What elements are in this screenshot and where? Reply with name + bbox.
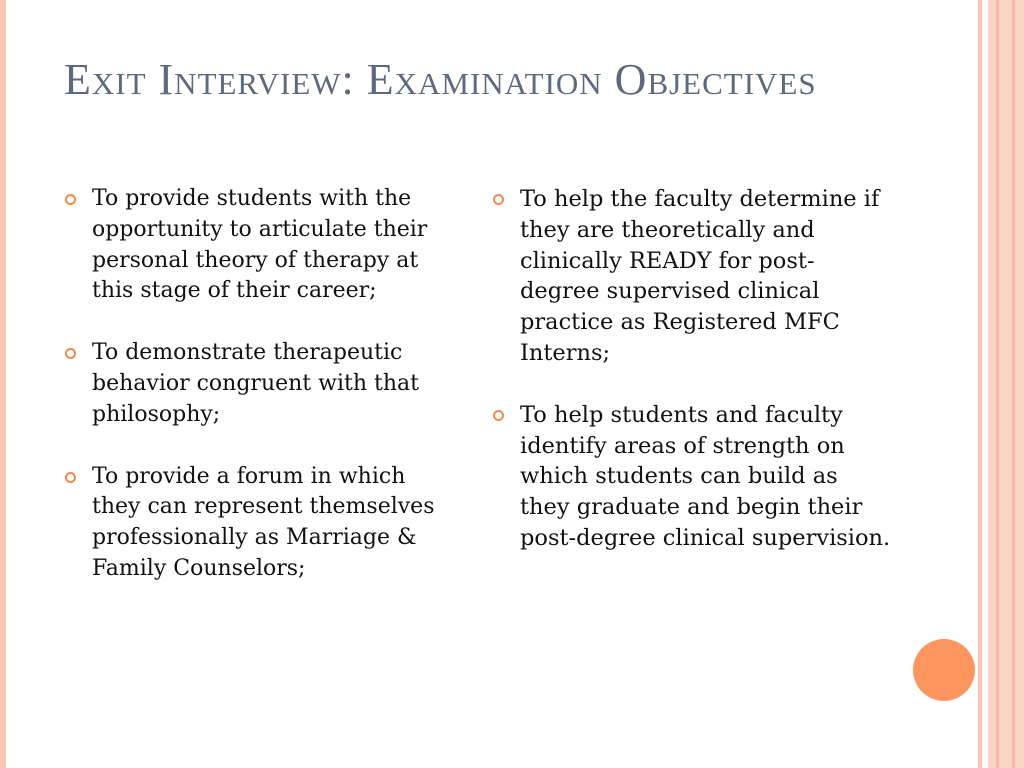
circle-bullet-icon xyxy=(65,194,76,205)
decorative-circle-icon xyxy=(913,639,975,701)
right-border-band xyxy=(988,0,1024,768)
right-border-line xyxy=(996,0,999,768)
right-border-line xyxy=(1012,0,1015,768)
list-item xyxy=(492,184,892,369)
bullet-text: To help the faculty determine if they are theoretically and clinically READY for post-degree supervised clinical practice as Registered MFC Interns; xyxy=(520,186,880,366)
list-item xyxy=(492,400,892,554)
bullet-text: To demonstrate therapeutic behavior congruent with that philosophy; xyxy=(92,340,419,427)
list-item xyxy=(64,338,444,430)
left-bullet-list xyxy=(64,184,444,616)
circle-bullet-icon xyxy=(493,194,504,205)
slide-title: Exit Interview: Examination Objectives xyxy=(64,55,817,104)
right-border-stripe-inner xyxy=(978,0,982,768)
list-item xyxy=(64,462,444,585)
left-border-stripe xyxy=(0,0,6,768)
bullet-text: To help students and faculty identify areas of strength on which students can build as they graduate and begin their post-degree clinical supervision. xyxy=(520,401,891,551)
list-item xyxy=(64,184,444,307)
circle-bullet-icon xyxy=(65,472,76,483)
right-bullet-list xyxy=(492,184,892,585)
bullet-text: To provide students with the opportunity to articulate their personal theory of therapy at this stage of their career; xyxy=(92,186,428,304)
bullet-text: To provide a forum in which they can represent themselves professionally as Marriage & Family Counselors; xyxy=(92,463,435,581)
circle-bullet-icon xyxy=(493,410,504,421)
circle-bullet-icon xyxy=(65,348,76,359)
